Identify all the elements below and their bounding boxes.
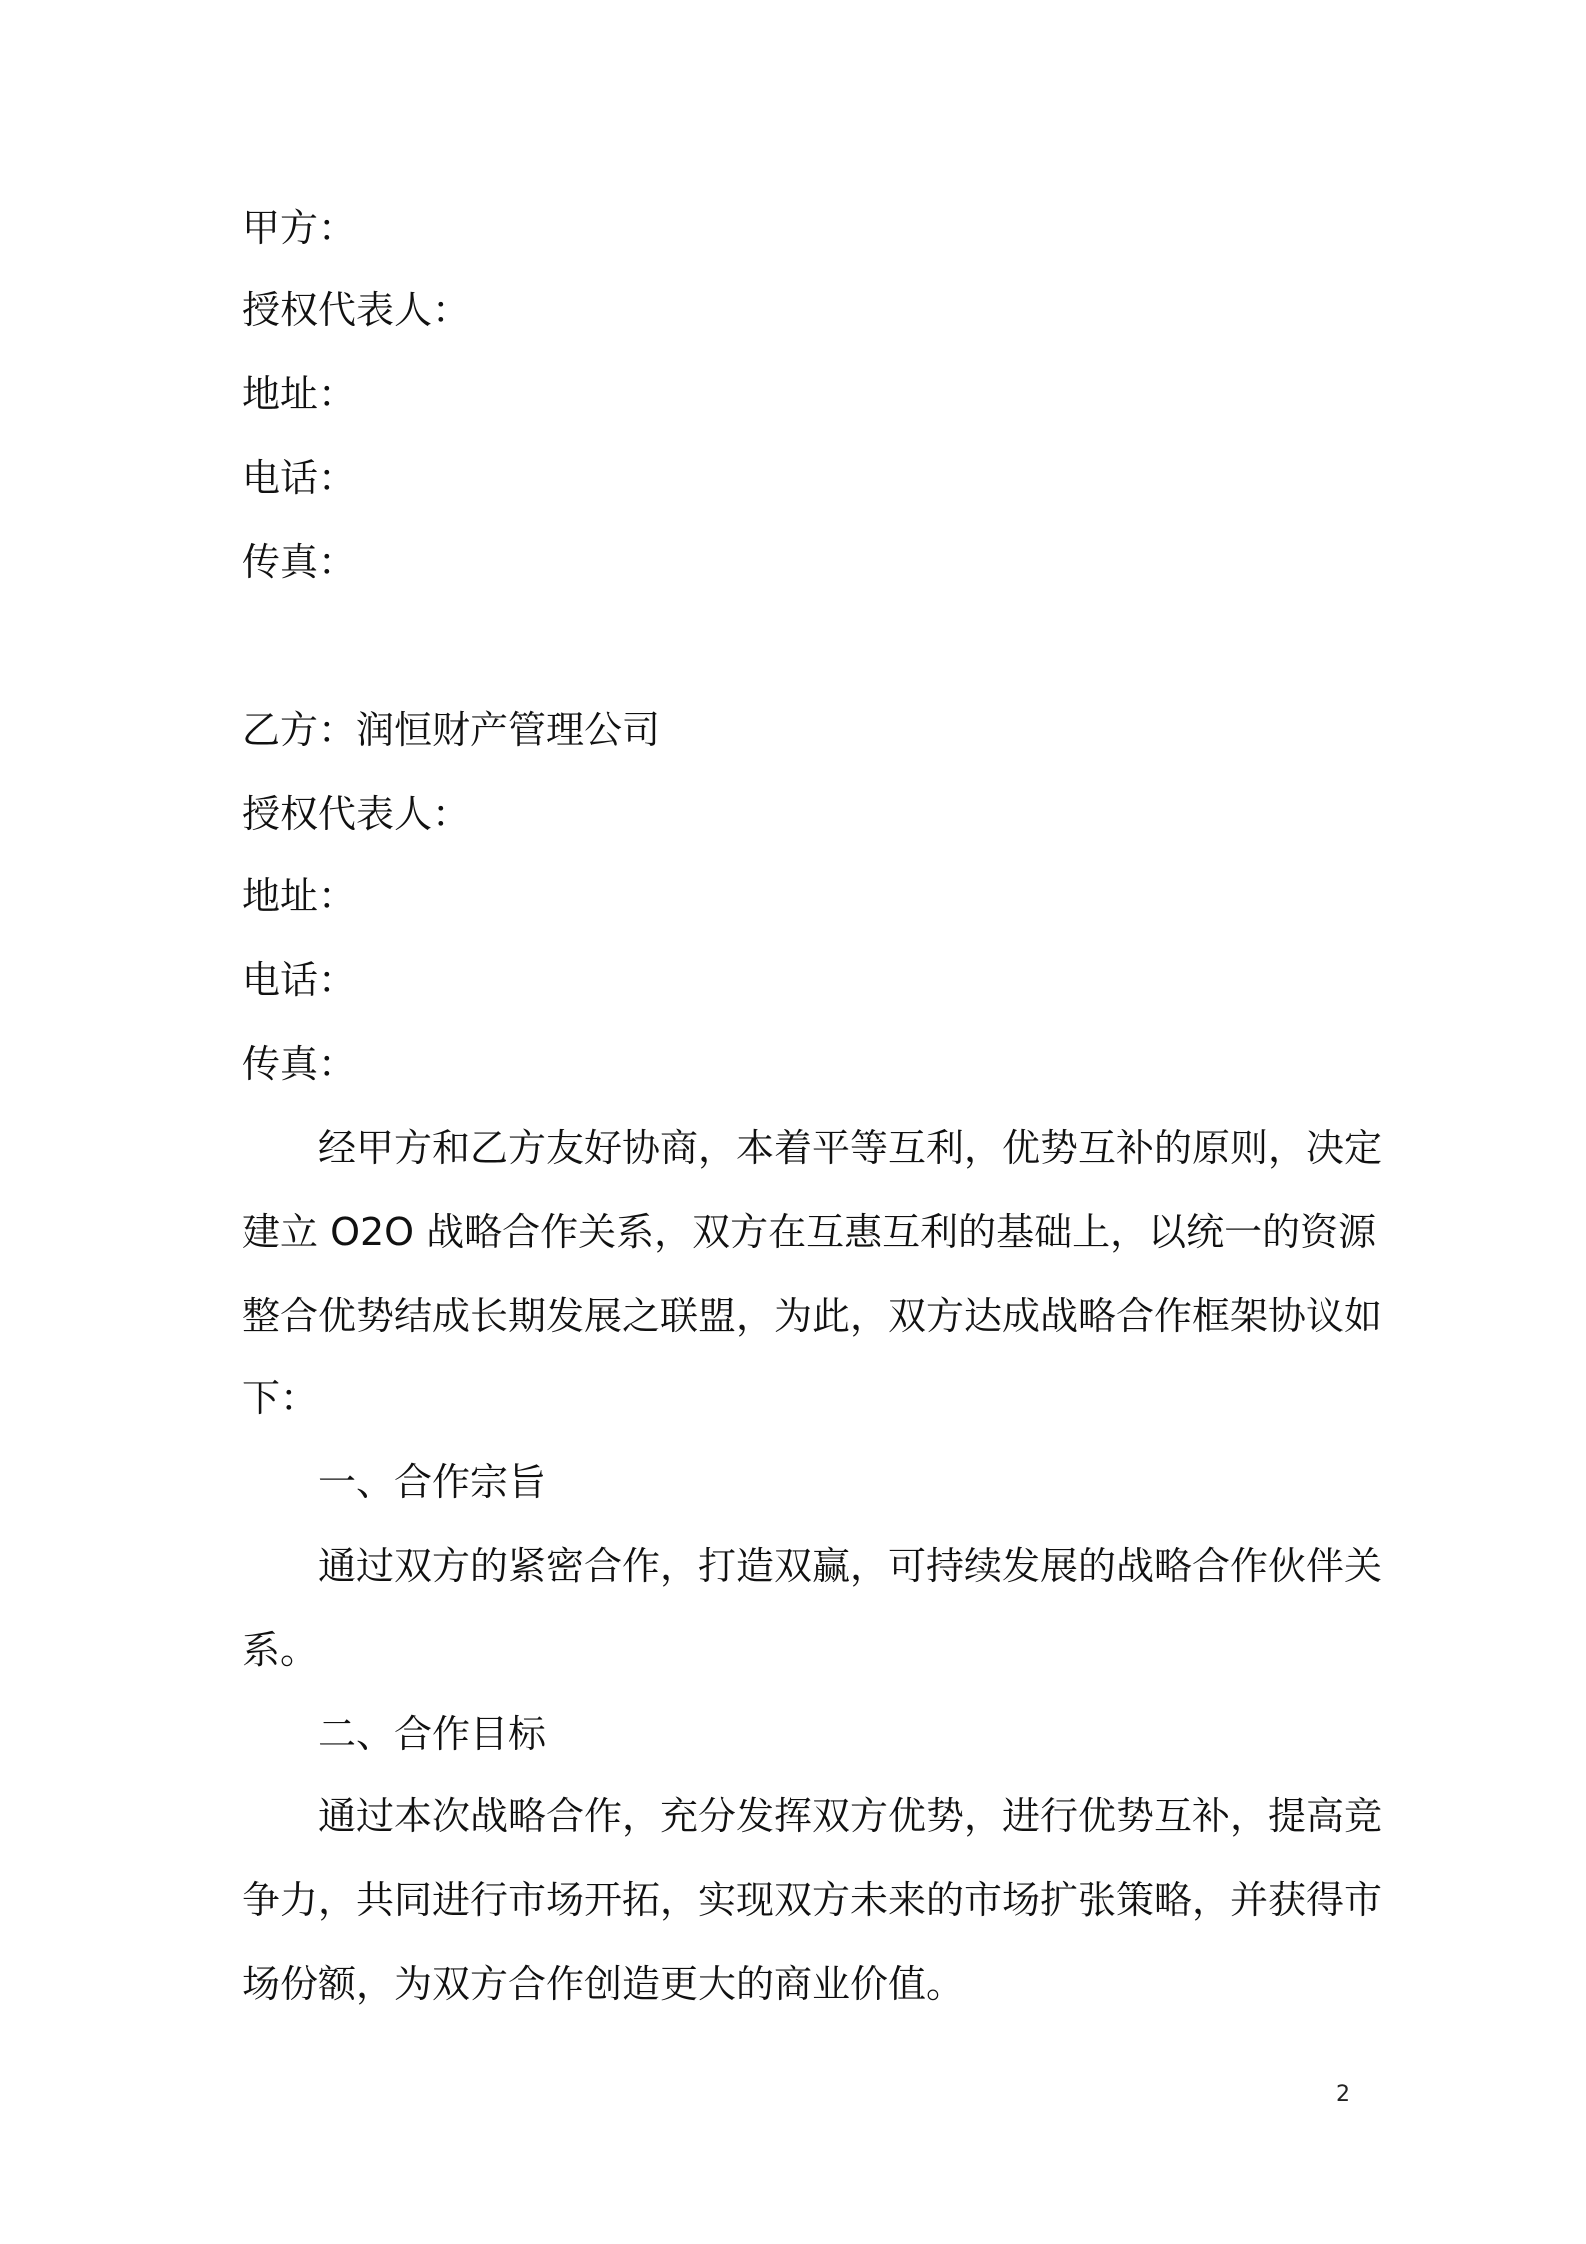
- party-b-address-label: 地址：: [242, 874, 357, 918]
- page-number: 2: [1336, 2082, 1350, 2107]
- party-b-phone-label: 电话：: [242, 958, 357, 1002]
- intro-line-4: 下：: [242, 1376, 319, 1420]
- intro-line-2: 建立 O2O 战略合作关系，双方在互惠互利的基础上，以统一的资源: [242, 1210, 1377, 1254]
- section-1-heading: 一、合作宗旨: [318, 1460, 547, 1504]
- party-a-fax-label: 传真：: [242, 540, 357, 584]
- party-a-rep-label: 授权代表人：: [242, 288, 471, 332]
- party-b-fax-label: 传真：: [242, 1042, 357, 1086]
- section-2-line-3: 场份额，为双方合作创造更大的商业价值。: [242, 1962, 965, 2006]
- party-a-phone-label: 电话：: [242, 456, 357, 500]
- party-b-name-label: 乙方：润恒财产管理公司: [242, 708, 661, 752]
- party-a-name-label: 甲方：: [242, 206, 357, 250]
- section-1-line-2: 系。: [242, 1628, 319, 1672]
- intro-line-3: 整合优势结成长期发展之联盟，为此，双方达成战略合作框架协议如: [242, 1294, 1383, 1338]
- intro-line-1: 经甲方和乙方友好协商，本着平等互利，优势互补的原则，决定: [318, 1126, 1383, 1170]
- section-2-heading: 二、合作目标: [318, 1712, 547, 1756]
- party-a-address-label: 地址：: [242, 372, 357, 416]
- section-2-line-1: 通过本次战略合作，充分发挥双方优势，进行优势互补，提高竞: [318, 1794, 1383, 1838]
- section-1-line-1: 通过双方的紧密合作，打造双赢，可持续发展的战略合作伙伴关: [318, 1544, 1383, 1588]
- party-b-rep-label: 授权代表人：: [242, 792, 471, 836]
- section-2-line-2: 争力，共同进行市场开拓，实现双方未来的市场扩张策略，并获得市: [242, 1878, 1383, 1922]
